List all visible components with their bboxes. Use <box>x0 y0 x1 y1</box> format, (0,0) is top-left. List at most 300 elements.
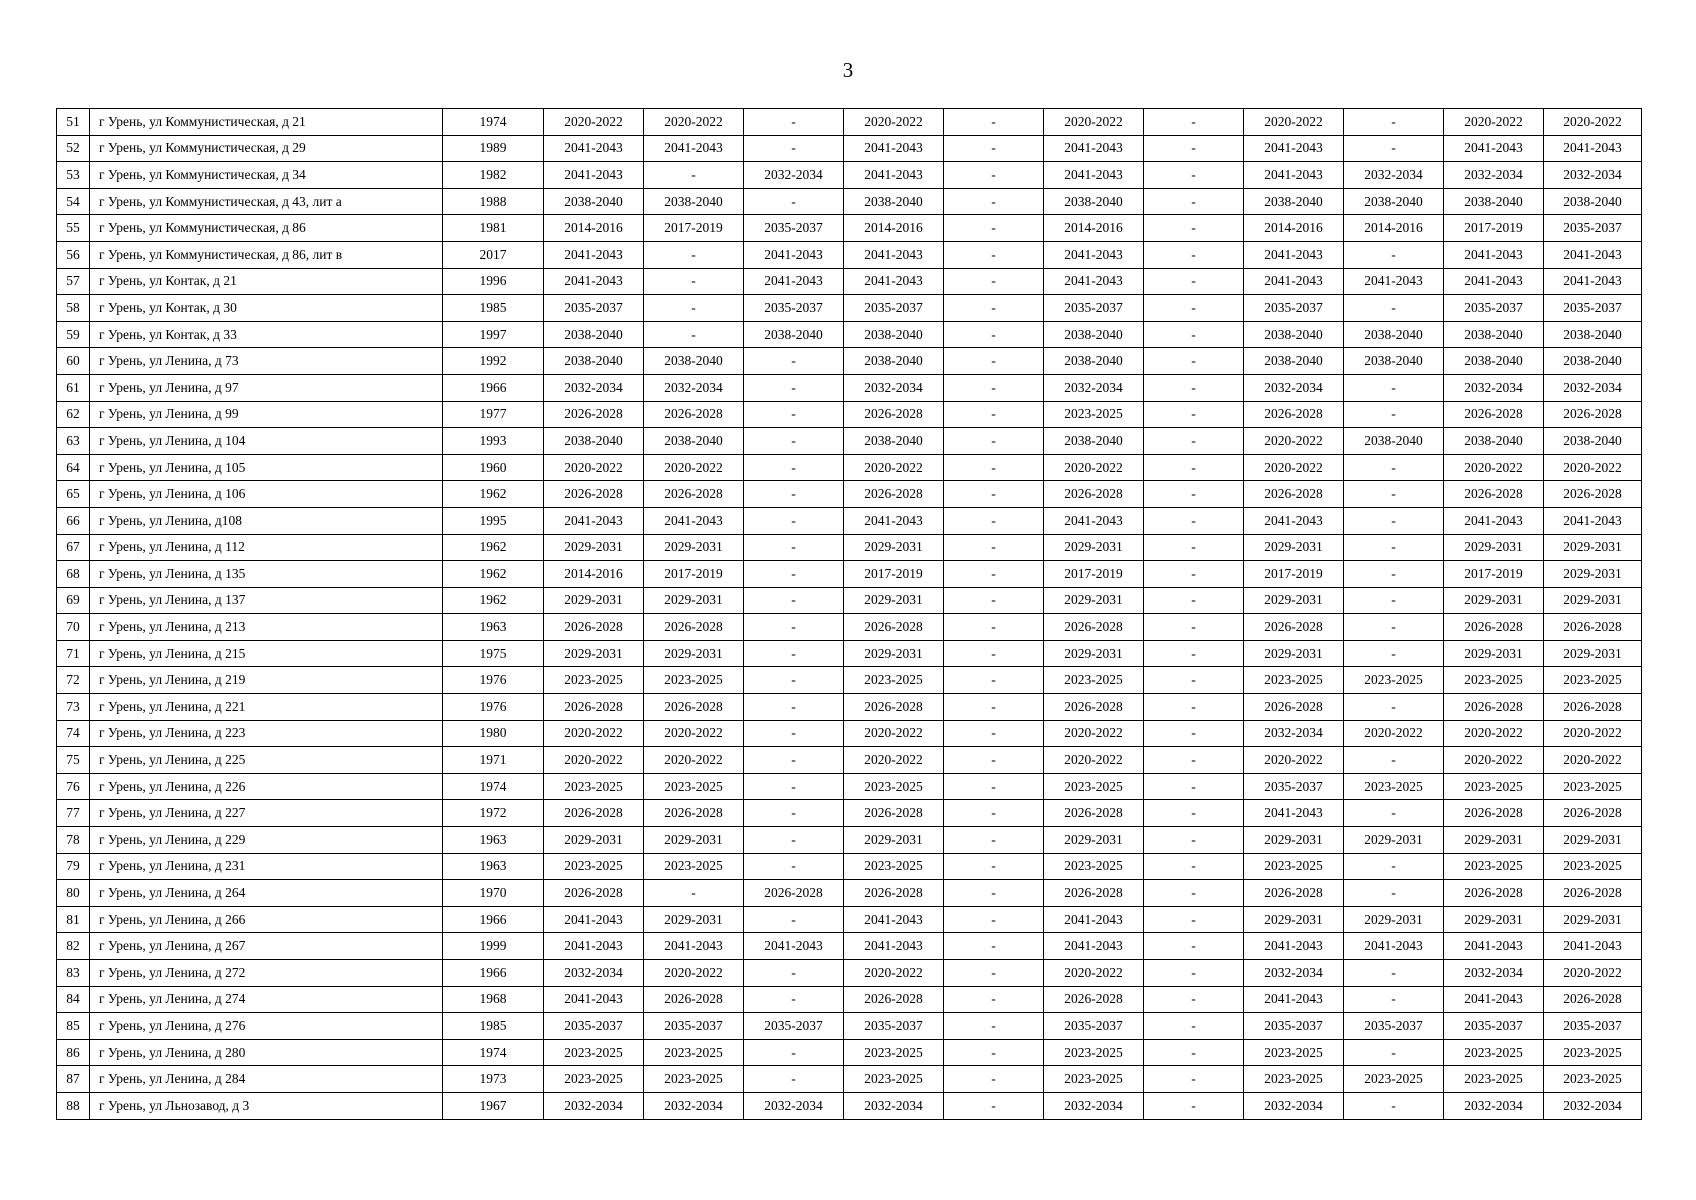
cell-year-built: 1962 <box>443 534 544 561</box>
cell-period-1: 2029-2031 <box>544 640 644 667</box>
cell-period-11: 2026-2028 <box>1544 986 1642 1013</box>
table-row <box>57 667 1642 694</box>
cell-period-9: - <box>1344 800 1444 827</box>
cell-period-8: 2026-2028 <box>1244 880 1344 907</box>
cell-period-1: 2023-2025 <box>544 773 644 800</box>
cell-year-built: 1967 <box>443 1092 544 1119</box>
cell-period-6: 2020-2022 <box>1044 109 1144 136</box>
cell-period-3: - <box>744 109 844 136</box>
cell-period-4: 2026-2028 <box>844 986 944 1013</box>
cell-period-11: 2035-2037 <box>1544 215 1642 242</box>
cell-period-3: 2041-2043 <box>744 933 844 960</box>
cell-period-8: 2038-2040 <box>1244 188 1344 215</box>
cell-period-10: 2032-2034 <box>1444 1092 1544 1119</box>
cell-period-8: 2020-2022 <box>1244 454 1344 481</box>
cell-period-2: 2029-2031 <box>644 640 744 667</box>
cell-period-1: 2038-2040 <box>544 428 644 455</box>
cell-address: г Урень, ул Ленина, д 284 <box>90 1066 443 1093</box>
cell-period-4: 2026-2028 <box>844 614 944 641</box>
cell-year-built: 1999 <box>443 933 544 960</box>
cell-row-number: 81 <box>57 906 90 933</box>
cell-address: г Урень, ул Контак, д 30 <box>90 295 443 322</box>
cell-address: г Урень, ул Контак, д 33 <box>90 321 443 348</box>
cell-period-3: 2032-2034 <box>744 162 844 189</box>
table-row <box>57 295 1642 322</box>
cell-period-1: 2032-2034 <box>544 960 644 987</box>
cell-period-6: 2029-2031 <box>1044 827 1144 854</box>
cell-year-built: 2017 <box>443 241 544 268</box>
cell-address: г Урень, ул Ленина, д 112 <box>90 534 443 561</box>
cell-period-7: - <box>1144 401 1244 428</box>
cell-period-8: 2038-2040 <box>1244 321 1344 348</box>
cell-period-2: 2023-2025 <box>644 853 744 880</box>
cell-period-5: - <box>944 906 1044 933</box>
cell-period-4: 2035-2037 <box>844 1013 944 1040</box>
cell-period-8: 2026-2028 <box>1244 694 1344 721</box>
cell-address: г Урень, ул Коммунистическая, д 21 <box>90 109 443 136</box>
cell-year-built: 1985 <box>443 295 544 322</box>
cell-period-5: - <box>944 1066 1044 1093</box>
cell-period-10: 2035-2037 <box>1444 295 1544 322</box>
cell-period-4: 2041-2043 <box>844 933 944 960</box>
cell-period-6: 2026-2028 <box>1044 481 1144 508</box>
cell-period-8: 2029-2031 <box>1244 827 1344 854</box>
cell-period-7: - <box>1144 481 1244 508</box>
cell-period-5: - <box>944 1092 1044 1119</box>
cell-period-7: - <box>1144 960 1244 987</box>
cell-period-1: 2014-2016 <box>544 215 644 242</box>
cell-period-5: - <box>944 428 1044 455</box>
cell-period-11: 2041-2043 <box>1544 507 1642 534</box>
cell-period-4: 2032-2034 <box>844 1092 944 1119</box>
cell-period-8: 2035-2037 <box>1244 1013 1344 1040</box>
cell-period-4: 2041-2043 <box>844 162 944 189</box>
cell-period-6: 2029-2031 <box>1044 587 1144 614</box>
cell-period-6: 2023-2025 <box>1044 1066 1144 1093</box>
cell-period-11: 2023-2025 <box>1544 773 1642 800</box>
cell-period-8: 2029-2031 <box>1244 640 1344 667</box>
cell-period-9: - <box>1344 1039 1444 1066</box>
cell-period-9: - <box>1344 880 1444 907</box>
cell-period-1: 2038-2040 <box>544 188 644 215</box>
cell-period-6: 2029-2031 <box>1044 640 1144 667</box>
table-row <box>57 268 1642 295</box>
cell-period-3: - <box>744 428 844 455</box>
cell-address: г Урень, ул Контак, д 21 <box>90 268 443 295</box>
cell-period-11: 2023-2025 <box>1544 853 1642 880</box>
table-row <box>57 1039 1642 1066</box>
cell-year-built: 1989 <box>443 135 544 162</box>
table-row <box>57 1013 1642 1040</box>
cell-period-5: - <box>944 1039 1044 1066</box>
cell-period-6: 2023-2025 <box>1044 1039 1144 1066</box>
cell-period-3: 2041-2043 <box>744 268 844 295</box>
cell-row-number: 74 <box>57 720 90 747</box>
cell-period-8: 2041-2043 <box>1244 268 1344 295</box>
table-body <box>57 109 1642 1120</box>
cell-period-4: 2023-2025 <box>844 1039 944 1066</box>
cell-period-9: 2023-2025 <box>1344 1066 1444 1093</box>
cell-period-3: - <box>744 614 844 641</box>
table-row <box>57 933 1642 960</box>
cell-year-built: 1976 <box>443 667 544 694</box>
cell-period-1: 2041-2043 <box>544 507 644 534</box>
cell-address: г Урень, ул Коммунистическая, д 29 <box>90 135 443 162</box>
cell-period-8: 2029-2031 <box>1244 906 1344 933</box>
cell-period-4: 2023-2025 <box>844 853 944 880</box>
cell-period-9: 2032-2034 <box>1344 162 1444 189</box>
cell-period-1: 2032-2034 <box>544 1092 644 1119</box>
cell-year-built: 1993 <box>443 428 544 455</box>
cell-period-2: 2032-2034 <box>644 1092 744 1119</box>
cell-period-7: - <box>1144 268 1244 295</box>
cell-period-3: 2041-2043 <box>744 241 844 268</box>
cell-period-7: - <box>1144 188 1244 215</box>
table-row <box>57 215 1642 242</box>
cell-address: г Урень, ул Ленина, д 227 <box>90 800 443 827</box>
cell-period-1: 2023-2025 <box>544 667 644 694</box>
cell-year-built: 1962 <box>443 481 544 508</box>
cell-period-8: 2020-2022 <box>1244 428 1344 455</box>
cell-period-7: - <box>1144 507 1244 534</box>
cell-address: г Урень, ул Коммунистическая, д 86 <box>90 215 443 242</box>
cell-period-7: - <box>1144 640 1244 667</box>
repair-schedule-table <box>56 108 1642 1120</box>
cell-period-9: 2020-2022 <box>1344 720 1444 747</box>
cell-period-4: 2020-2022 <box>844 720 944 747</box>
cell-period-4: 2038-2040 <box>844 321 944 348</box>
cell-period-9: 2023-2025 <box>1344 773 1444 800</box>
cell-period-11: 2032-2034 <box>1544 162 1642 189</box>
cell-period-4: 2020-2022 <box>844 960 944 987</box>
cell-row-number: 80 <box>57 880 90 907</box>
cell-period-6: 2038-2040 <box>1044 428 1144 455</box>
cell-period-2: 2032-2034 <box>644 374 744 401</box>
cell-period-10: 2026-2028 <box>1444 694 1544 721</box>
cell-period-11: 2041-2043 <box>1544 933 1642 960</box>
cell-period-2: 2029-2031 <box>644 906 744 933</box>
cell-period-11: 2038-2040 <box>1544 188 1642 215</box>
cell-period-1: 2014-2016 <box>544 561 644 588</box>
cell-period-5: - <box>944 109 1044 136</box>
cell-address: г Урень, ул Ленина, д 215 <box>90 640 443 667</box>
cell-period-7: - <box>1144 321 1244 348</box>
cell-period-4: 2029-2031 <box>844 534 944 561</box>
cell-period-5: - <box>944 773 1044 800</box>
cell-period-9: 2038-2040 <box>1344 348 1444 375</box>
cell-period-10: 2020-2022 <box>1444 747 1544 774</box>
cell-period-1: 2026-2028 <box>544 481 644 508</box>
cell-period-8: 2023-2025 <box>1244 1066 1344 1093</box>
cell-period-4: 2023-2025 <box>844 773 944 800</box>
cell-period-10: 2032-2034 <box>1444 162 1544 189</box>
cell-period-11: 2020-2022 <box>1544 747 1642 774</box>
cell-period-5: - <box>944 374 1044 401</box>
table-row <box>57 640 1642 667</box>
cell-period-1: 2020-2022 <box>544 109 644 136</box>
cell-period-7: - <box>1144 1066 1244 1093</box>
table-row <box>57 507 1642 534</box>
cell-period-11: 2041-2043 <box>1544 268 1642 295</box>
cell-period-11: 2029-2031 <box>1544 827 1642 854</box>
page-number: 3 <box>842 58 854 82</box>
cell-period-3: - <box>744 401 844 428</box>
cell-period-5: - <box>944 295 1044 322</box>
cell-period-3: - <box>744 986 844 1013</box>
cell-period-2: 2038-2040 <box>644 188 744 215</box>
cell-period-8: 2014-2016 <box>1244 215 1344 242</box>
cell-period-4: 2029-2031 <box>844 640 944 667</box>
cell-period-3: 2032-2034 <box>744 1092 844 1119</box>
cell-year-built: 1981 <box>443 215 544 242</box>
cell-period-9: 2035-2037 <box>1344 1013 1444 1040</box>
cell-period-3: 2035-2037 <box>744 295 844 322</box>
cell-period-11: 2029-2031 <box>1544 587 1642 614</box>
cell-year-built: 1962 <box>443 587 544 614</box>
cell-period-6: 2035-2037 <box>1044 295 1144 322</box>
cell-period-7: - <box>1144 587 1244 614</box>
cell-period-2: 2041-2043 <box>644 933 744 960</box>
cell-address: г Урень, ул Ленина, д 274 <box>90 986 443 1013</box>
cell-period-3: - <box>744 1066 844 1093</box>
cell-period-3: 2026-2028 <box>744 880 844 907</box>
cell-period-5: - <box>944 507 1044 534</box>
cell-period-8: 2029-2031 <box>1244 587 1344 614</box>
cell-period-10: 2020-2022 <box>1444 720 1544 747</box>
cell-period-5: - <box>944 747 1044 774</box>
cell-period-8: 2029-2031 <box>1244 534 1344 561</box>
cell-address: г Урень, ул Ленина, д 213 <box>90 614 443 641</box>
cell-year-built: 1972 <box>443 800 544 827</box>
cell-period-1: 2026-2028 <box>544 401 644 428</box>
cell-period-3: - <box>744 507 844 534</box>
cell-period-10: 2029-2031 <box>1444 587 1544 614</box>
cell-row-number: 83 <box>57 960 90 987</box>
cell-period-8: 2041-2043 <box>1244 507 1344 534</box>
cell-year-built: 1966 <box>443 960 544 987</box>
cell-period-5: - <box>944 401 1044 428</box>
cell-period-8: 2041-2043 <box>1244 241 1344 268</box>
cell-period-1: 2026-2028 <box>544 800 644 827</box>
cell-period-9: 2029-2031 <box>1344 827 1444 854</box>
cell-period-7: - <box>1144 986 1244 1013</box>
cell-period-5: - <box>944 215 1044 242</box>
cell-period-9: - <box>1344 587 1444 614</box>
cell-period-4: 2038-2040 <box>844 428 944 455</box>
cell-address: г Урень, ул Ленина, д 135 <box>90 561 443 588</box>
cell-period-10: 2023-2025 <box>1444 773 1544 800</box>
table-row <box>57 401 1642 428</box>
cell-period-5: - <box>944 321 1044 348</box>
table-row <box>57 162 1642 189</box>
cell-period-3: - <box>744 960 844 987</box>
cell-year-built: 1974 <box>443 773 544 800</box>
cell-period-6: 2038-2040 <box>1044 348 1144 375</box>
cell-year-built: 1975 <box>443 640 544 667</box>
cell-period-10: 2032-2034 <box>1444 960 1544 987</box>
cell-period-5: - <box>944 880 1044 907</box>
cell-period-10: 2026-2028 <box>1444 481 1544 508</box>
cell-period-10: 2041-2043 <box>1444 135 1544 162</box>
cell-period-3: - <box>744 374 844 401</box>
cell-address: г Урень, ул Ленина, д 99 <box>90 401 443 428</box>
cell-period-11: 2020-2022 <box>1544 109 1642 136</box>
cell-period-7: - <box>1144 933 1244 960</box>
table-row <box>57 880 1642 907</box>
cell-period-1: 2026-2028 <box>544 880 644 907</box>
cell-period-11: 2038-2040 <box>1544 428 1642 455</box>
cell-period-4: 2023-2025 <box>844 1066 944 1093</box>
cell-period-10: 2020-2022 <box>1444 109 1544 136</box>
cell-period-8: 2032-2034 <box>1244 374 1344 401</box>
cell-period-11: 2035-2037 <box>1544 295 1642 322</box>
cell-period-9: - <box>1344 960 1444 987</box>
cell-period-11: 2026-2028 <box>1544 401 1642 428</box>
cell-period-1: 2029-2031 <box>544 827 644 854</box>
table-row <box>57 773 1642 800</box>
cell-period-4: 2035-2037 <box>844 295 944 322</box>
cell-period-11: 2023-2025 <box>1544 1066 1642 1093</box>
cell-period-6: 2026-2028 <box>1044 614 1144 641</box>
cell-address: г Урень, ул Коммунистическая, д 86, лит в <box>90 241 443 268</box>
cell-period-10: 2035-2037 <box>1444 1013 1544 1040</box>
cell-period-2: 2035-2037 <box>644 1013 744 1040</box>
cell-year-built: 1992 <box>443 348 544 375</box>
cell-period-1: 2041-2043 <box>544 986 644 1013</box>
cell-year-built: 1976 <box>443 694 544 721</box>
cell-period-5: - <box>944 720 1044 747</box>
cell-row-number: 58 <box>57 295 90 322</box>
table-row <box>57 747 1642 774</box>
cell-period-11: 2038-2040 <box>1544 348 1642 375</box>
cell-row-number: 68 <box>57 561 90 588</box>
cell-period-6: 2020-2022 <box>1044 747 1144 774</box>
cell-row-number: 84 <box>57 986 90 1013</box>
cell-period-9: - <box>1344 295 1444 322</box>
cell-period-2: 2026-2028 <box>644 694 744 721</box>
cell-period-1: 2026-2028 <box>544 614 644 641</box>
cell-period-3: 2038-2040 <box>744 321 844 348</box>
cell-period-2: 2020-2022 <box>644 747 744 774</box>
cell-period-2: - <box>644 268 744 295</box>
cell-period-8: 2023-2025 <box>1244 853 1344 880</box>
cell-address: г Урень, ул Ленина, д 225 <box>90 747 443 774</box>
cell-period-4: 2041-2043 <box>844 135 944 162</box>
cell-period-6: 2035-2037 <box>1044 1013 1144 1040</box>
cell-address: г Урень, ул Ленина, д 105 <box>90 454 443 481</box>
cell-year-built: 1996 <box>443 268 544 295</box>
table-row <box>57 853 1642 880</box>
cell-period-3: - <box>744 906 844 933</box>
cell-period-10: 2026-2028 <box>1444 401 1544 428</box>
table-row <box>57 720 1642 747</box>
cell-period-1: 2038-2040 <box>544 321 644 348</box>
table-row <box>57 374 1642 401</box>
cell-address: г Урень, ул Ленина, д 264 <box>90 880 443 907</box>
cell-period-2: 2023-2025 <box>644 667 744 694</box>
cell-year-built: 1971 <box>443 747 544 774</box>
cell-period-6: 2041-2043 <box>1044 241 1144 268</box>
cell-period-6: 2026-2028 <box>1044 800 1144 827</box>
cell-period-4: 2041-2043 <box>844 906 944 933</box>
cell-period-2: - <box>644 321 744 348</box>
cell-period-11: 2029-2031 <box>1544 640 1642 667</box>
cell-period-6: 2026-2028 <box>1044 880 1144 907</box>
cell-period-6: 2038-2040 <box>1044 188 1144 215</box>
cell-period-1: 2032-2034 <box>544 374 644 401</box>
cell-period-7: - <box>1144 428 1244 455</box>
cell-period-4: 2014-2016 <box>844 215 944 242</box>
cell-period-10: 2041-2043 <box>1444 933 1544 960</box>
cell-period-10: 2038-2040 <box>1444 321 1544 348</box>
cell-period-5: - <box>944 800 1044 827</box>
cell-period-6: 2023-2025 <box>1044 667 1144 694</box>
cell-period-1: 2041-2043 <box>544 241 644 268</box>
cell-period-1: 2020-2022 <box>544 747 644 774</box>
cell-period-4: 2026-2028 <box>844 800 944 827</box>
cell-period-11: 2023-2025 <box>1544 1039 1642 1066</box>
cell-period-6: 2041-2043 <box>1044 268 1144 295</box>
cell-period-10: 2038-2040 <box>1444 188 1544 215</box>
cell-period-11: 2032-2034 <box>1544 1092 1642 1119</box>
table-row <box>57 321 1642 348</box>
cell-period-1: 2023-2025 <box>544 1039 644 1066</box>
cell-period-9: - <box>1344 694 1444 721</box>
cell-period-3: - <box>744 853 844 880</box>
cell-period-1: 2023-2025 <box>544 1066 644 1093</box>
cell-period-7: - <box>1144 109 1244 136</box>
cell-row-number: 65 <box>57 481 90 508</box>
cell-period-1: 2035-2037 <box>544 295 644 322</box>
cell-period-3: 2035-2037 <box>744 1013 844 1040</box>
table-row <box>57 587 1642 614</box>
cell-year-built: 1973 <box>443 1066 544 1093</box>
cell-address: г Урень, ул Ленина, д 276 <box>90 1013 443 1040</box>
cell-period-10: 2020-2022 <box>1444 454 1544 481</box>
cell-period-7: - <box>1144 880 1244 907</box>
cell-row-number: 59 <box>57 321 90 348</box>
cell-year-built: 1962 <box>443 561 544 588</box>
cell-year-built: 1968 <box>443 986 544 1013</box>
cell-period-2: 2017-2019 <box>644 561 744 588</box>
cell-period-11: 2026-2028 <box>1544 880 1642 907</box>
cell-row-number: 75 <box>57 747 90 774</box>
cell-period-10: 2029-2031 <box>1444 640 1544 667</box>
cell-row-number: 63 <box>57 428 90 455</box>
cell-period-3: - <box>744 587 844 614</box>
cell-period-5: - <box>944 188 1044 215</box>
cell-period-1: 2029-2031 <box>544 587 644 614</box>
cell-period-7: - <box>1144 667 1244 694</box>
cell-period-8: 2020-2022 <box>1244 109 1344 136</box>
cell-period-9: - <box>1344 135 1444 162</box>
cell-address: г Урень, ул Льнозавод, д 3 <box>90 1092 443 1119</box>
cell-period-4: 2038-2040 <box>844 188 944 215</box>
cell-year-built: 1963 <box>443 614 544 641</box>
cell-period-4: 2017-2019 <box>844 561 944 588</box>
cell-row-number: 79 <box>57 853 90 880</box>
cell-period-1: 2020-2022 <box>544 454 644 481</box>
cell-period-2: - <box>644 295 744 322</box>
cell-period-10: 2017-2019 <box>1444 215 1544 242</box>
cell-row-number: 53 <box>57 162 90 189</box>
cell-year-built: 1980 <box>443 720 544 747</box>
cell-year-built: 1995 <box>443 507 544 534</box>
cell-row-number: 62 <box>57 401 90 428</box>
cell-year-built: 1982 <box>443 162 544 189</box>
cell-period-5: - <box>944 587 1044 614</box>
table-row <box>57 481 1642 508</box>
